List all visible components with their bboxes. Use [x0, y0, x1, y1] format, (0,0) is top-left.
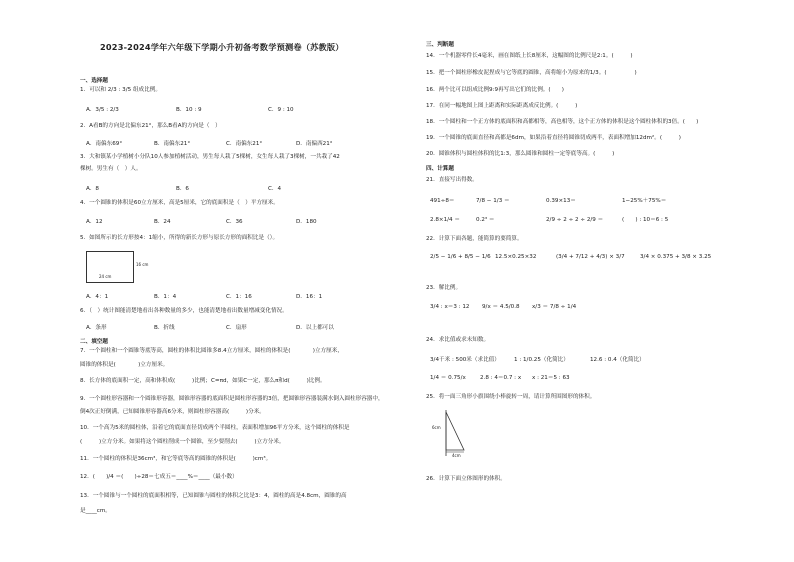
q1-option-c: C．9 : 10: [268, 107, 294, 113]
question-3-line1: 3．大和镇某小学植树小分队10人参加植树活动，男生每人栽了5棵树，女生每人栽了3棵树，一共栽了42: [80, 154, 340, 160]
question-12: 12．( )/4 ＝( )÷28＝七成五＝____%＝____（最小数）: [80, 474, 238, 480]
q6-option-a: A．条形: [86, 325, 107, 331]
q5-option-d: D．16：1: [296, 294, 323, 300]
q1-option-b: B．10 : 9: [176, 107, 202, 113]
question-9-line2: 倒4次正好倒满，已知圆锥形容器高6分米，则圆柱形容器高( )分米。: [80, 409, 265, 415]
question-13-line1: 13．一个圆锥与一个圆柱的底面积相等，已知圆锥与圆柱的体积之比是3：4，圆柱的高是4.8cm，圆锥的高: [80, 493, 347, 499]
question-9-line1: 9．一个圆柱形容器和一个圆锥形容器，圆锥形容器的底面积是圆柱形容器的3倍，把圆锥形容器装满水倒入圆柱形容器中，: [80, 396, 384, 402]
section-choice: 一、选择题: [80, 78, 108, 84]
q3-option-a: A．8: [86, 186, 99, 192]
q24-item-1: 3/4千米 : 500米（求比值）: [430, 357, 500, 363]
question-25: 25．将一面三角形小旗围绕小棒旋转一周，请计算所围图形的体积。: [426, 394, 596, 400]
q23-item-2: 9/x ＝ 4.5/0.8: [482, 304, 520, 310]
question-2: 2．A看B的方向是北偏东21°，那么B看A的方向是（ ）: [80, 123, 221, 129]
q25-width-label: 4cm: [452, 453, 461, 458]
q2-option-c: C．南偏东21°: [226, 141, 263, 147]
question-1: [80, 87, 161, 94]
q1-suffix: 组成比例。: [132, 87, 161, 93]
question-26: 26．计算下面立体图形的体积。: [426, 476, 506, 482]
q2-option-a: A．南偏东69°: [86, 141, 123, 147]
question-24: 24．求比值或求未知数。: [426, 337, 490, 343]
q21-item-3: 0.39×13＝: [546, 198, 576, 204]
question-22: 22．计算下面各题，能简算的要简算。: [426, 236, 523, 242]
q5-option-b: B．1：4: [154, 294, 177, 300]
q21-item-5: 2.8×1/4 ＝: [430, 217, 460, 223]
q1-frac: 2/3 : 3/5: [107, 87, 132, 93]
q25-height-label: 6cm: [432, 425, 441, 430]
q6-option-d: D．以上都可以: [296, 325, 334, 331]
q23-item-1: 3/4 : x＝3 : 12: [430, 304, 470, 310]
question-13-line2: 是____cm。: [80, 508, 111, 514]
q24-item-2: 1 : 1/0.25（化简比）: [514, 357, 569, 363]
q21-item-4: 1−25%＋75%＝: [622, 198, 667, 204]
question-10-line1: 10．一个高为5米的圆柱体，沿着它的底面直径切成两个半圆柱，表面积增加96平方分米，这个圆柱的体积是: [80, 425, 350, 431]
section-calc: 四、计算题: [426, 166, 454, 172]
q5-option-c: C．1：16: [226, 294, 252, 300]
question-3-line2: 棵树。男生有（ ）人。: [80, 166, 142, 172]
section-judge: 三、判断题: [426, 42, 454, 48]
section-fill: 二、填空题: [80, 339, 108, 345]
q21-item-1: 491÷8＝: [430, 198, 455, 204]
q3-option-c: C．4: [268, 186, 282, 192]
q4-option-a: A．12: [86, 219, 103, 225]
q24-item-4: 1/4 ＝ 0.75/x: [430, 375, 466, 381]
q22-item-4: 3/4 × 0.375 + 3/8 × 3.25: [640, 254, 712, 260]
q24-item-5: 2.8 : 4＝0.7 : x: [480, 375, 522, 381]
q5-height-label: 16 cm: [136, 262, 149, 267]
q24-item-6: x : 21＝5 : 63: [532, 375, 570, 381]
question-20: 20．圆锥体积与圆柱体积的比1:3，那么圆锥和圆柱一定等底等高。( ): [426, 151, 615, 157]
question-15: 15．把一个圆柱形橡皮泥捏成与它等底的圆锥，高将缩小为原来的1/3。( ): [426, 70, 637, 76]
q21-item-2: 7/8 − 1/3 ＝: [476, 198, 510, 204]
q25-triangle-figure: [432, 408, 482, 458]
q21-item-6: 0.2³ ＝: [476, 217, 495, 223]
question-17: 17．在同一幅地图上图上距离和实际距离成反比例。( ): [426, 103, 578, 109]
q1-prefix: 1．可以和: [80, 87, 106, 93]
question-5: 5．如图所示的长方形按4：1缩小，所得的新长方形与原长方形的面积比是（）。: [80, 235, 279, 241]
q2-option-b: B．南偏东21°: [154, 141, 191, 147]
q2-option-d: D．南偏西21°: [296, 141, 333, 147]
question-10-line2: ( )立方分米。如果将这个圆柱削成一个圆锥，至少要削去( )立方分米。: [80, 439, 285, 445]
q5-option-a: A．4：1: [86, 294, 109, 300]
question-11: 11．一个圆柱的体积是36cm³，和它等底等高的圆锥的体积是( )cm³。: [80, 456, 272, 462]
question-23: 23．解比例。: [426, 285, 462, 291]
q6-option-c: C．扇形: [226, 325, 247, 331]
q4-option-c: C．36: [226, 219, 243, 225]
q5-width-label: 24 cm: [99, 274, 112, 279]
q23-item-3: x/3 ＝ 7/8 ÷ 1/4: [532, 304, 577, 310]
question-8: 8．长方体的底面积一定，高和体积成( )比例；C=πd，如果C一定，那么π和d( )比例。: [80, 378, 326, 384]
question-14: 14．一个机器零件长4毫米，画在图纸上长8厘米，这幅图的比例尺是2:1。( ): [426, 53, 633, 59]
q22-item-2: 12.5×0.25×32: [495, 254, 537, 260]
q21-item-8: ( ) : 10＝6 : 5: [622, 217, 669, 223]
q22-item-3: (3/4 + 7/12 + 4/3) × 3/7: [556, 254, 625, 260]
question-4: 4．一个圆锥的体积是60立方厘米，高是5厘米，它的底面积是（ ）平方厘米。: [80, 200, 279, 206]
q24-item-3: 12.6 : 0.4（化简比）: [590, 357, 645, 363]
q22-item-1: 2/5 − 1/6 + 8/5 − 1/6: [430, 254, 491, 260]
question-7-line1: 7．一个圆柱和一个圆锥等底等高，圆柱的体积比圆锥多8.4立方厘米，圆柱的体积是( )立方厘米，: [80, 348, 343, 354]
q4-option-b: B．24: [154, 219, 171, 225]
question-19: 19．一个圆锥的底面直径和高都是6dm，如果沿着直径将圆锥切成两半，表面积增加12dm²。( ): [426, 135, 681, 141]
question-6: 6．（ ）统计图能清楚地看出各种数量的多少，也能清楚地看出数量增减变化情况。: [80, 308, 288, 314]
q1-option-a: A．3/5 : 2/3: [86, 107, 119, 113]
question-18: 18．一个圆柱和一个正方体的底面积和高都相等，高也相等，这个正方体的体积是这个圆柱体积的3倍。( ): [426, 119, 699, 125]
page-title: 2023-2024学年六年级下学期小升初备考数学预测卷（苏教版）: [100, 42, 344, 52]
question-21: 21．直接写出得数。: [426, 177, 478, 183]
q6-option-b: B．折线: [154, 325, 175, 331]
question-7-line2: 圆锥的体积是( )立方厘米。: [80, 362, 169, 368]
q21-item-7: 2/9 ÷ 2 ÷ 2 ÷ 2/9 ＝: [546, 217, 604, 223]
question-16: 16．两个比可以组成比例9:9再写出它们的比例。( ): [426, 87, 564, 93]
q3-option-b: B．6: [176, 186, 189, 192]
q4-option-d: D．180: [296, 219, 317, 225]
